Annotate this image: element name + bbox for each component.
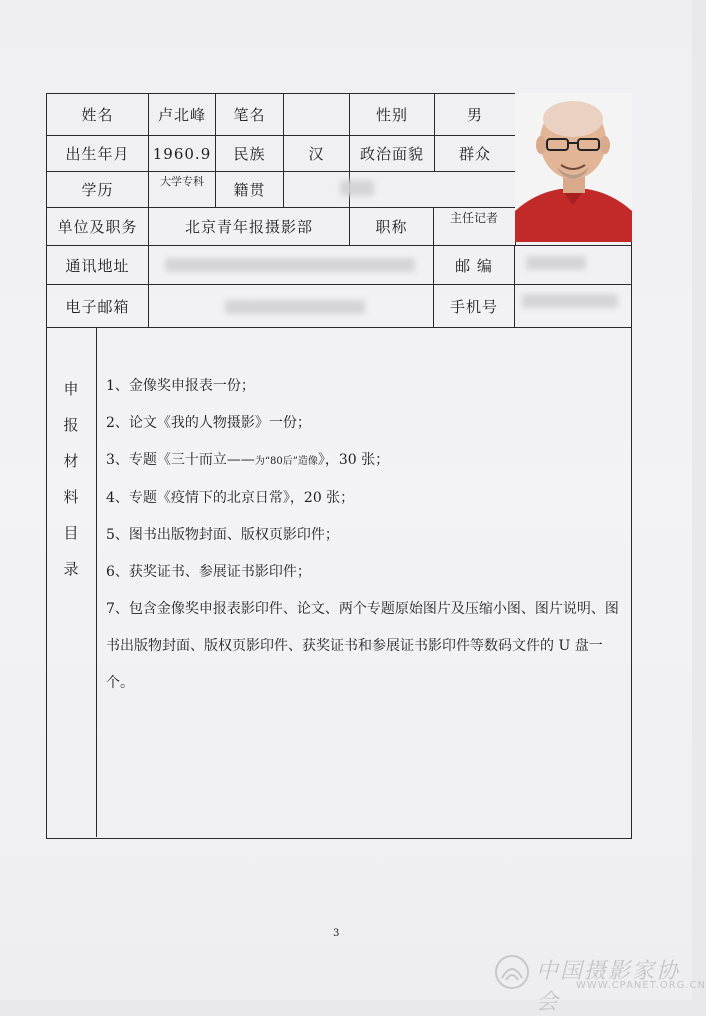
native-label: 籍贯 (233, 181, 266, 199)
item3-subtitle: 为“80后”造像 (254, 456, 318, 467)
address-label: 通讯地址 (65, 256, 130, 275)
item3-suffix: 》，30 张； (317, 452, 390, 468)
materials-heading-char: 材 (63, 452, 79, 470)
list-item: 4、专题《疫情下的北京日常》，20 张； (106, 490, 355, 506)
unit-label: 单位及职务 (57, 218, 138, 236)
name-value: 卢北峰 (157, 106, 206, 124)
list-item (106, 442, 626, 480)
materials-heading-char: 目 (63, 524, 79, 542)
page-number: 3 (333, 928, 340, 939)
item3-prefix: 3、专题《三十而立—— (106, 452, 255, 468)
materials-heading-char: 报 (63, 416, 79, 434)
materials-list (106, 368, 626, 702)
redacted-address (165, 258, 415, 272)
political-label: 政治面貌 (359, 145, 424, 163)
materials-heading-char: 申 (63, 380, 79, 398)
list-item: 2、论文《我的人物摄影》一份； (106, 415, 311, 431)
materials-heading-char: 录 (63, 560, 79, 578)
birth-label: 出生年月 (65, 145, 130, 163)
gender-value: 男 (466, 106, 483, 124)
portrait-photo (515, 93, 632, 242)
col-line (514, 245, 515, 327)
row-line (46, 327, 632, 328)
watermark (492, 950, 706, 1015)
ethnicity-label: 民族 (233, 145, 266, 163)
redacted-native-place (340, 180, 374, 196)
redacted-postcode (526, 256, 586, 270)
pen-name-label: 笔名 (233, 106, 266, 124)
materials-heading (46, 374, 96, 590)
title-label: 职称 (375, 218, 408, 236)
phone-label: 手机号 (449, 297, 498, 316)
watermark-logo-icon (492, 952, 532, 992)
postcode-label: 邮 编 (455, 256, 493, 275)
list-item: 1、金像奖申报表一份； (106, 378, 255, 394)
list-item: 5、图书出版物封面、版权页影印件； (106, 527, 339, 543)
birth-value: 1960.9 (152, 144, 212, 163)
watermark-url: WWW.CPANET.ORG.CN (576, 980, 706, 991)
email-label: 电子邮箱 (65, 297, 130, 316)
education-value: 大学专科 (160, 175, 204, 188)
list-item: 7、包含金像奖申报表影印件、论文、两个专题原始图片及压缩小图、图片说明、图书出版物封面、版权页影印件、获奖证书和参展证书影印件等数码文件的 U 盘一个。 (106, 601, 619, 691)
education-label: 学历 (81, 181, 114, 199)
unit-value: 北京青年报摄影部 (184, 218, 313, 236)
list-item: 6、获奖证书、参展证书影印件； (106, 564, 311, 580)
col-line (96, 327, 97, 837)
title-value: 主任记者 (449, 210, 498, 225)
watermark-text: 中国摄影家协会 (536, 959, 681, 1015)
redacted-phone (522, 294, 618, 308)
redacted-email (225, 300, 365, 314)
materials-heading-char: 料 (63, 488, 79, 506)
gender-label: 性别 (375, 106, 408, 124)
name-label: 姓名 (81, 106, 114, 124)
political-value: 群众 (458, 145, 491, 163)
ethnicity-value: 汉 (308, 145, 325, 163)
